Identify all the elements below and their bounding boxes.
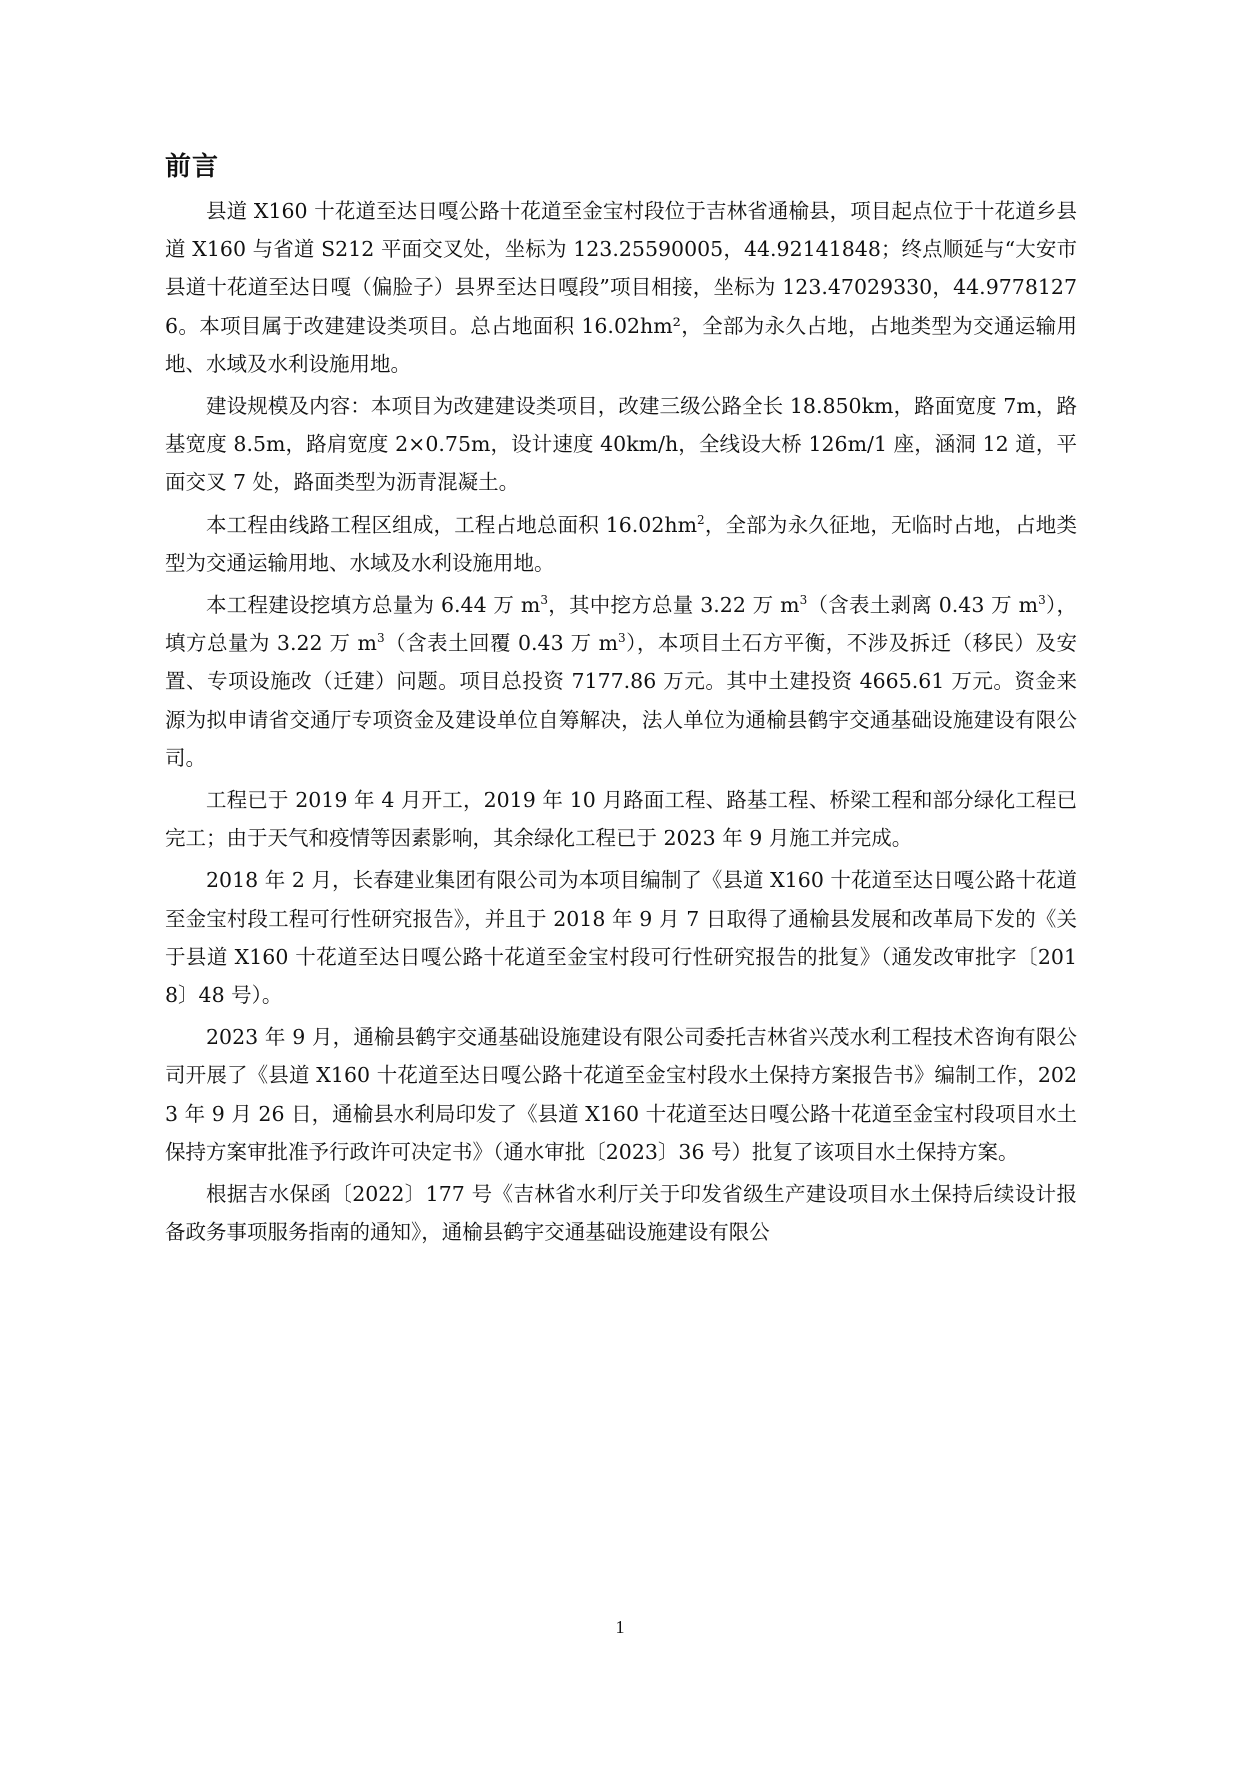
paragraph-text: ），本项目土石方平衡，不涉及拆迁（移民）及安置、专项设施改（迁建）问题。项目总投资 7177.86 万元。其中土建投资 4665.61 万元。资金来源为拟申请省交通厅专项资金及建设单位自筹解决，法人单位为通榆县鹤宇交通基础设施建设有限公司。	[165, 631, 1077, 770]
paragraph-text: （含表土回覆 0.43 万 m	[384, 631, 619, 656]
paragraph-construction-scale: 建设规模及内容：本项目为改建建设类项目，改建三级公路全长 18.850km，路面宽度 7m，路基宽度 8.5m，路肩宽度 2×0.75m，设计速度 40km/h，全线设大桥 126m/1 座，涵洞 12 道，平面交叉 7 处，路面类型为沥青混凝土。	[165, 394, 1077, 495]
paragraph-earthwork-investment	[165, 586, 1077, 777]
paragraph-text: 本工程由线路工程区组成，工程占地总面积 16.02hm	[206, 512, 698, 537]
paragraph-project-location: 县道 X160 十花道至达日嘎公路十花道至金宝村段位于吉林省通榆县，项目起点位于十花道乡县道 X160 与省道 S212 平面交叉处，坐标为 123.25590005，44.92141848；终点顺延与“大安市县道十花道至达日嘎（偏脸子）县界至达日嘎段”项目相接，坐标为 123.47029330，44.97781276。本项目属于改建建设类项目。总占地面积 16.02hm²，全部为永久占地，占地类型为交通运输用地、水域及水利设施用地。	[165, 199, 1077, 376]
paragraph-land-occupation	[165, 506, 1077, 582]
paragraph-feasibility-study: 2018 年 2 月，长春建业集团有限公司为本项目编制了《县道 X160 十花道至达日嘎公路十花道至金宝村段工程可行性研究报告》，并且于 2018 年 9 月 7 日取得了通榆县发展和改革局下发的《关于县道 X160 十花道至达日嘎公路十花道至金宝村段可行性研究报告的批复》（通发改审批字〔2018〕48 号）。	[165, 868, 1077, 1008]
paragraph-text: ，其中挖方总量 3.22 万 m	[548, 593, 800, 618]
superscript: 3	[376, 631, 385, 646]
paragraph-follow-up-design: 根据吉水保函〔2022〕177 号《吉林省水利厅关于印发省级生产建设项目水土保持后续设计报备政务事项服务指南的通知》，通榆县鹤宇交通基础设施建设有限公	[165, 1182, 1077, 1245]
paragraph-text: ，全部为永久征地，无临时占地，占地类型为交通运输用地、水域及水利设施用地。	[165, 512, 1077, 575]
section-heading: 前言	[165, 152, 220, 182]
superscript: 3	[618, 631, 626, 646]
page-content	[165, 148, 1077, 1251]
paragraph-schedule: 工程已于 2019 年 4 月开工，2019 年 10 月路面工程、路基工程、桥梁工程和部分绿化工程已完工；由于天气和疫情等因素影响，其余绿化工程已于 2023 年 9 月施工并完成。	[165, 788, 1077, 851]
superscript: 2	[697, 512, 705, 527]
superscript: 3	[1038, 593, 1046, 608]
paragraph-text: （含表土剥离 0.43 万 m	[807, 593, 1039, 618]
paragraph-soil-water-plan: 2023 年 9 月，通榆县鹤宇交通基础设施建设有限公司委托吉林省兴茂水利工程技术咨询有限公司开展了《县道 X160 十花道至达日嘎公路十花道至金宝村段水土保持方案报告书》编制工作，2023 年 9 月 26 日，通榆县水利局印发了《县道 X160 十花道至达日嘎公路十花道至金宝村段项目水土保持方案审批准予行政许可决定书》（通水审批〔2023〕36 号）批复了该项目水土保持方案。	[165, 1025, 1077, 1164]
paragraph-text: ），填方总量为 3.22 万 m	[165, 593, 1077, 656]
page-number: 1	[615, 1617, 625, 1637]
superscript: 3	[799, 593, 808, 608]
paragraph-text: 本工程建设挖填方总量为 6.44 万 m	[206, 593, 541, 618]
superscript: 3	[540, 593, 548, 608]
